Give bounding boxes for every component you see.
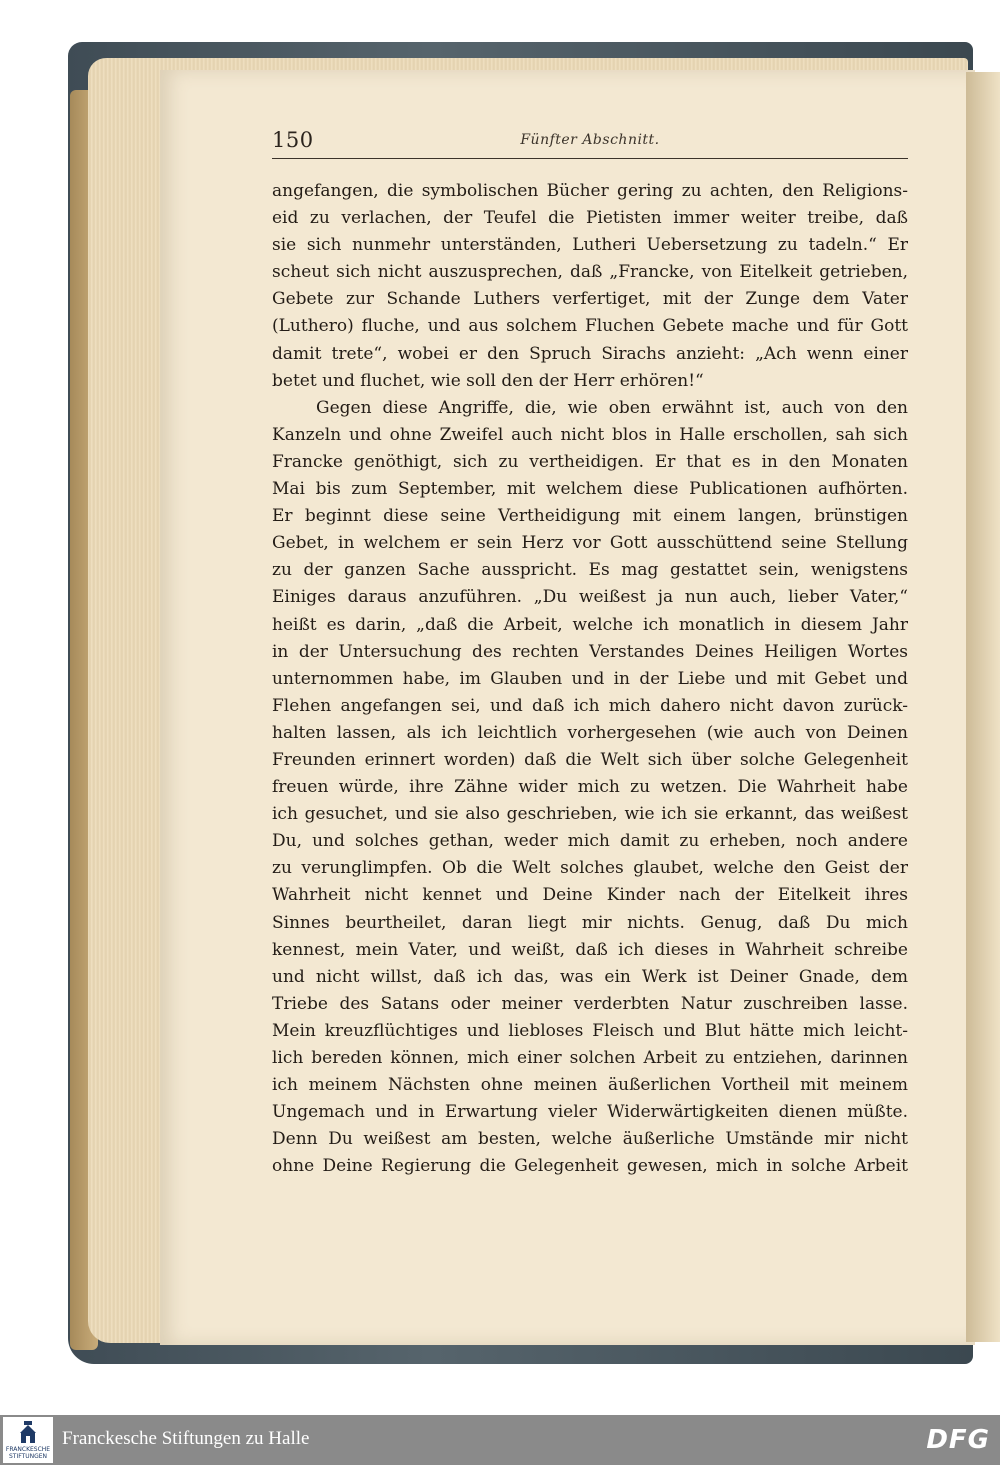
text-line: sie sich nunmehr unterständen, Lutheri Uebersetzung zu tadeln.“ Er [272, 235, 908, 256]
text-line: eid zu verlachen, der Teufel die Pietisten immer weiter treibe, daß [272, 208, 908, 229]
logo-caption-line: STIFTUNGEN [8, 1453, 48, 1460]
institution-logo[interactable] [3, 1417, 53, 1463]
text-line: angefangen, die symbolischen Bücher gering zu achten, den Religions- [272, 181, 908, 201]
text-line: Gegen diese Angriffe, die, wie oben erwähnt ist, auch von den [316, 397, 908, 418]
body-text [272, 178, 908, 1180]
text-line: ohne Deine Regierung die Gelegenheit gewesen, mich in solche Arbeit [272, 1156, 908, 1177]
text-line: Er beginnt diese seine Vertheidigung mit einem langen, brünstigen [272, 506, 908, 527]
text-line: Freunden erinnert worden) daß die Welt sich über solche Gelegenheit [272, 749, 908, 770]
text-line: in der Untersuchung des rechten Verstandes Deines Heiligen Wortes [272, 641, 908, 662]
text-line: betet und fluchet, wie soll den der Herr erhören!“ [272, 370, 704, 391]
orphanage-emblem-icon [18, 1421, 38, 1443]
running-head: Fünfter Abschnitt. [520, 132, 660, 148]
text-line: lich bereden können, mich einer solchen Arbeit zu entziehen, darinnen [272, 1048, 908, 1068]
text-line: Francke genöthigt, sich zu vertheidigen. Er that es in den Monaten [272, 451, 908, 472]
text-line: Ungemach und in Erwartung vieler Widerwärtigkeiten dienen müßte. [272, 1102, 908, 1123]
footer-bar [0, 1415, 1000, 1465]
text-line: Mai bis zum September, mit welchem diese Publicationen aufhörten. [272, 479, 908, 500]
text-line: zu verunglimpfen. Ob die Welt solches glaubet, welche den Geist der [272, 858, 908, 879]
logo-caption [3, 1446, 53, 1460]
text-line: unternommen habe, im Glauben und in der Liebe und mit Gebet und [272, 668, 908, 689]
institution-name[interactable]: Franckesche Stiftungen zu Halle [62, 1428, 310, 1449]
text-line: Sinnes beurtheilet, daran liegt mir nichts. Genug, daß Du mich [272, 912, 908, 933]
text-line: zu der ganzen Sache ausspricht. Es mag gestattet sein, wenigstens [272, 560, 908, 581]
facing-page-edge [966, 72, 1000, 1342]
text-line: kennest, mein Vater, und weißt, daß ich dieses in Wahrheit schreibe [272, 939, 908, 960]
text-line: Gebete zur Schande Luthers verfertiget, mit der Zunge dem Vater [272, 289, 908, 310]
text-line: Du, und solches gethan, weder mich damit zu erheben, noch andere [272, 831, 908, 852]
text-line: Triebe des Satans oder meiner verderbten Natur zuschreiben lasse. [272, 993, 908, 1014]
text-line: Denn Du weißest am besten, welche äußerliche Umstände mir nicht [272, 1129, 908, 1150]
text-line: ich gesuchet, und sie also geschrieben, wie ich sie erkannt, das weißest [272, 804, 908, 825]
text-line: heißt es darin, „daß die Arbeit, welche ich monatlich in diesem Jahr [272, 614, 908, 635]
page-header [272, 128, 908, 159]
page-number: 150 [272, 128, 314, 152]
text-line: Gebet, in welchem er sein Herz vor Gott ausschüttend seine Stellung [272, 533, 908, 554]
logo-caption-line: FRANCKESCHE [5, 1446, 51, 1453]
text-line: (Luthero) fluche, und aus solchem Fluchen Gebete mache und für Gott [272, 316, 908, 337]
text-line: Kanzeln und ohne Zweifel auch nicht blos in Halle erschollen, sah sich [272, 424, 908, 445]
text-line: scheut sich nicht auszusprechen, daß „Francke, von Eitelkeit getrieben, [272, 262, 908, 283]
text-line: und nicht willst, daß ich das, was ein Werk ist Deiner Gnade, dem [272, 966, 908, 987]
text-line: Wahrheit nicht kennet und Deine Kinder nach der Eitelkeit ihres [272, 885, 908, 906]
text-line: Flehen angefangen sei, und daß ich mich dahero nicht davon zurück- [272, 695, 908, 716]
text-line: Einiges daraus anzuführen. „Du weißest ja nun auch, lieber Vater,“ [272, 587, 908, 608]
dfg-logo[interactable]: DFG [926, 1425, 990, 1455]
text-line: damit trete“, wobei er den Spruch Sirachs anzieht: „Ach wenn einer [272, 343, 908, 364]
text-line: freuen würde, ihre Zähne wider mich zu wetzen. Die Wahrheit habe [272, 777, 908, 798]
text-line: halten lassen, als ich leichtlich vorhergesehen (wie auch von Deinen [272, 722, 908, 743]
text-line: ich meinem Nächsten ohne meinen äußerlichen Vortheil mit meinem [272, 1075, 908, 1096]
text-line: Mein kreuzflüchtiges und liebloses Fleisch und Blut hätte mich leicht- [272, 1020, 908, 1041]
